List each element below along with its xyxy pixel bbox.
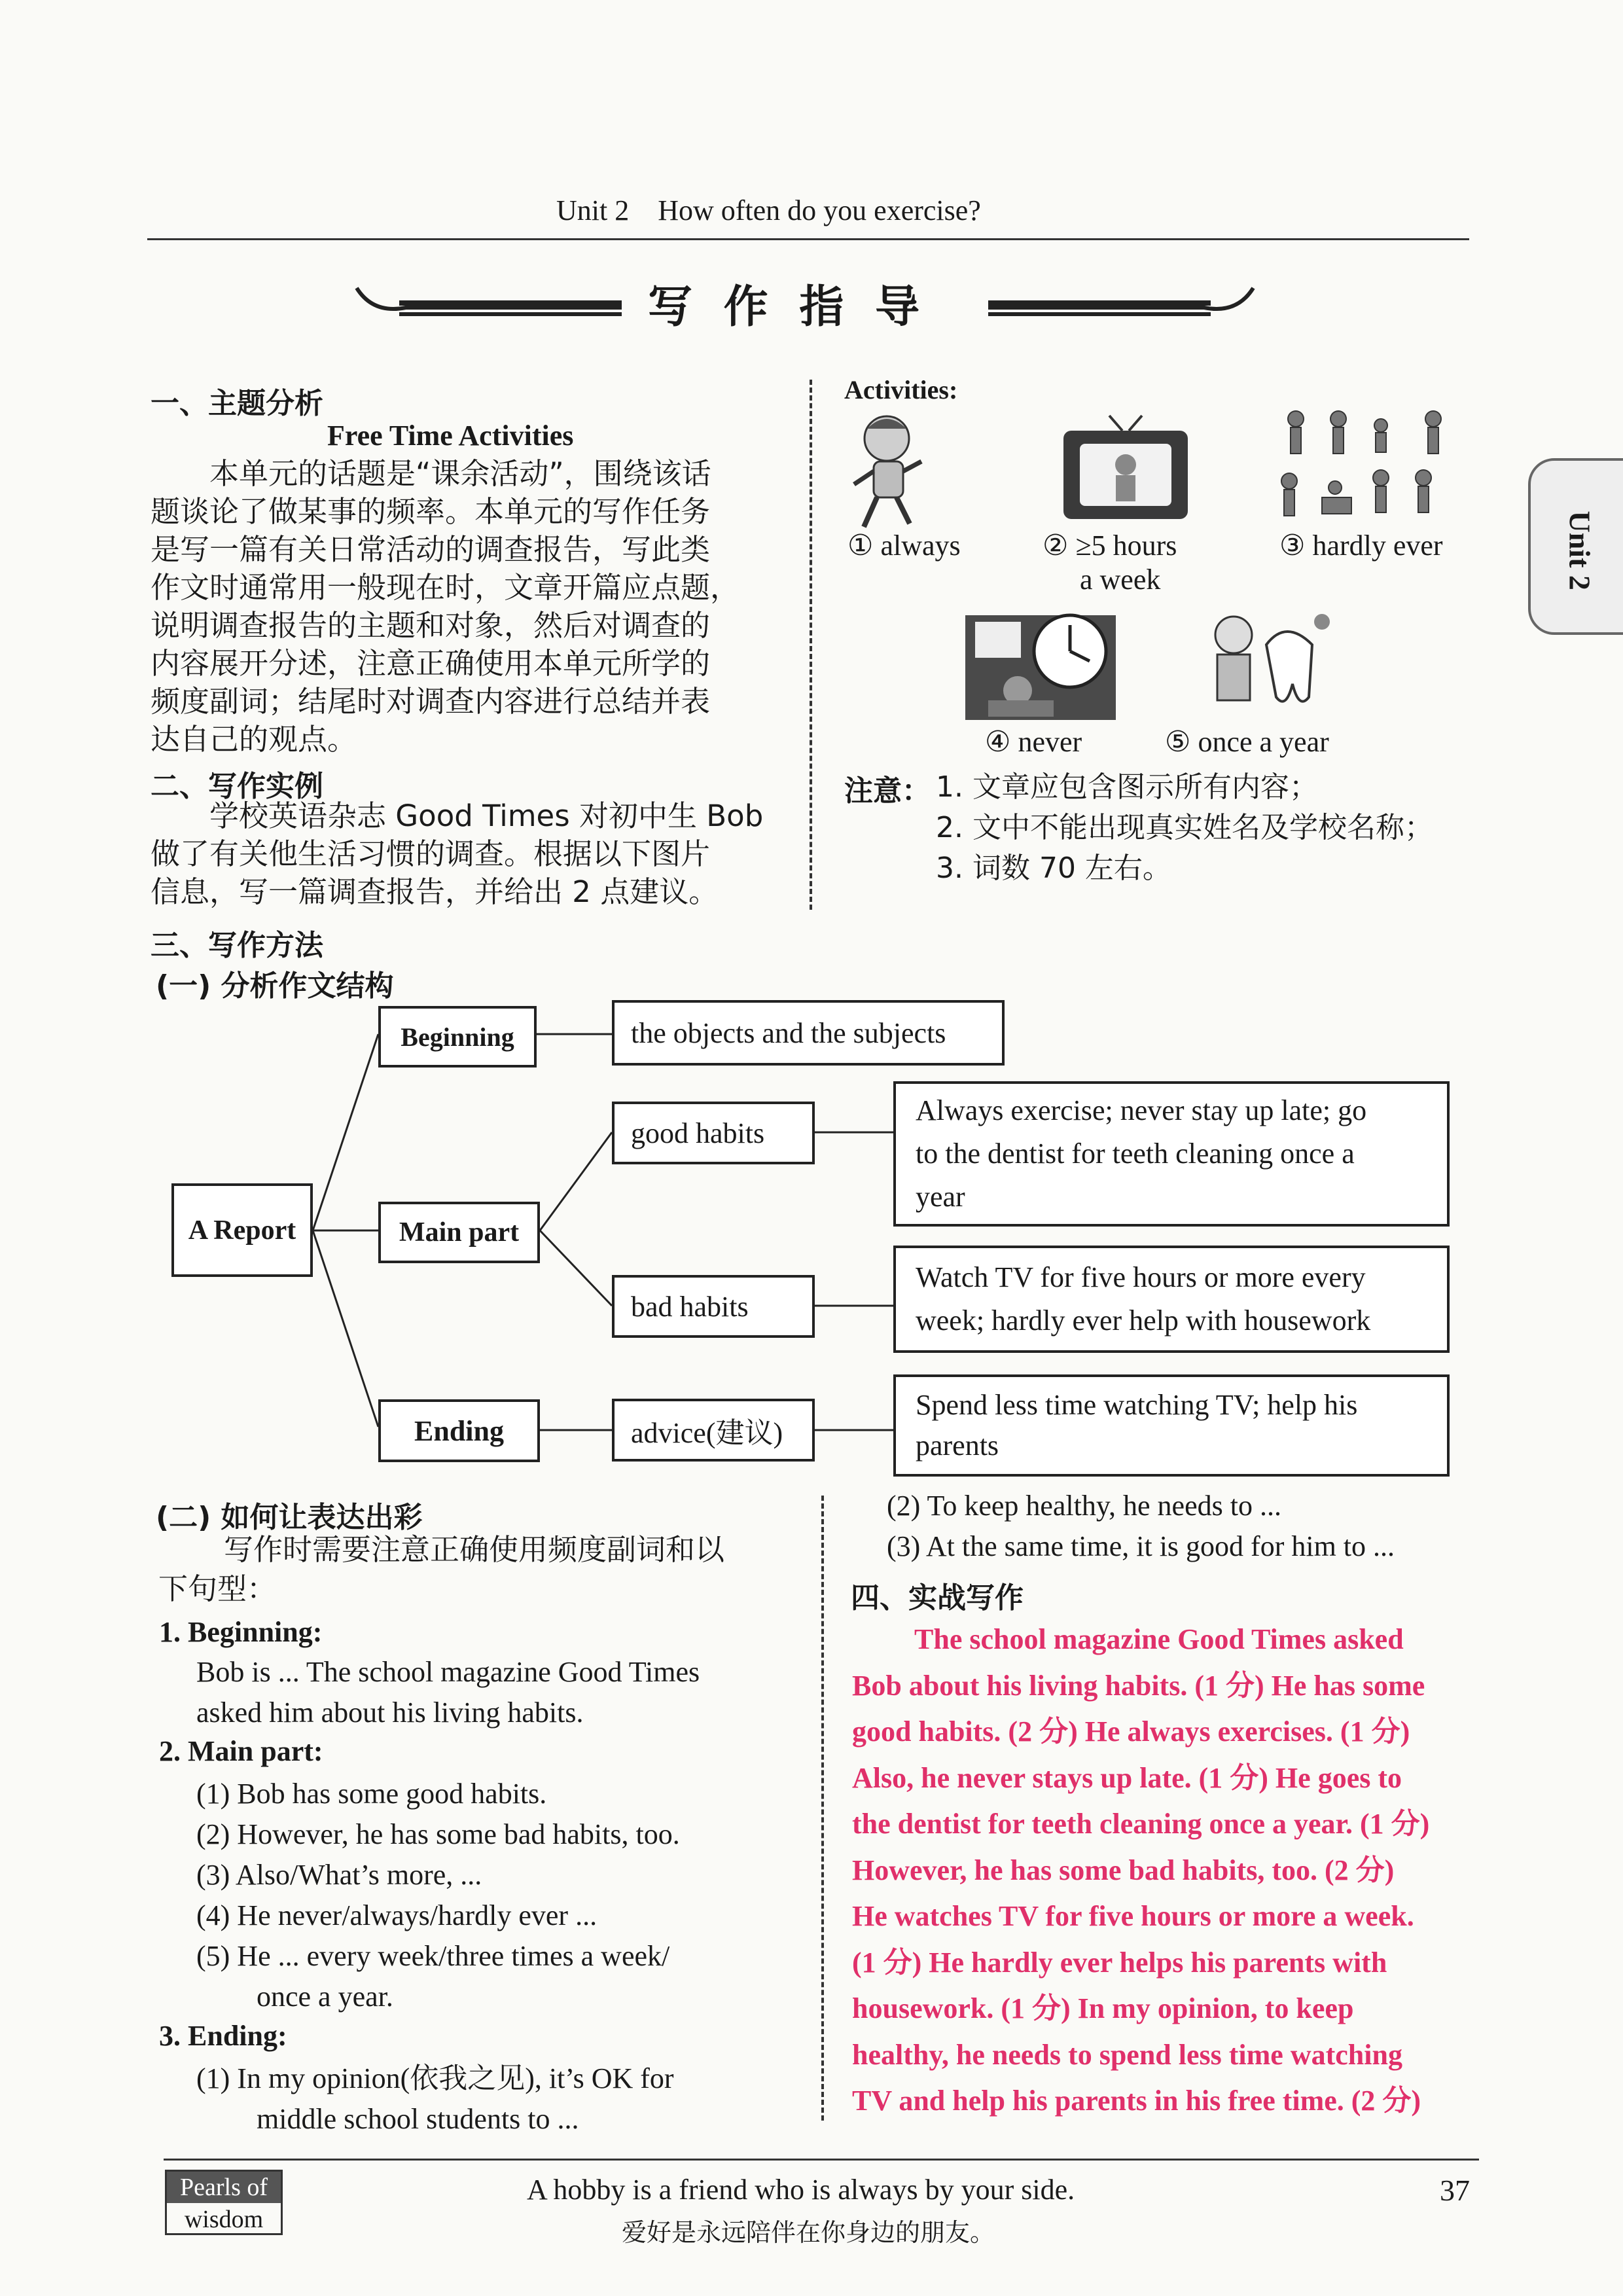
- part1-subtitle: Free Time Activities: [327, 420, 574, 452]
- model-essay: [852, 1617, 1472, 2125]
- pearls-badge-bottom: wisdom: [184, 2206, 264, 2233]
- list-item: middle school students to ...: [257, 2103, 579, 2135]
- main-part-label: 2. Main part:: [159, 1735, 323, 1767]
- diagram-bad-detail: [893, 1246, 1450, 1353]
- text-line: 写作时需要注意正确使用频度副词和以: [224, 1532, 725, 1567]
- detail-line: Spend less time watching TV; help his: [916, 1389, 1358, 1421]
- text-line: 内容展开分述，注意正确使用本单元所学的: [151, 646, 711, 681]
- part3-subheading-structure: (一) 分析作文结构: [156, 969, 394, 1003]
- diagram-beginning-node: Beginning: [378, 1006, 537, 1067]
- list-item: (2) However, he has some bad habits, too.: [196, 1818, 680, 1850]
- activity-tv-label-2: a week: [1080, 564, 1161, 596]
- essay-line: He watches TV for five hours or more a week.: [852, 1900, 1414, 1932]
- diagram-beginning-detail: the objects and the subjects: [612, 1000, 1005, 1066]
- section-title: 写 作 指 导: [648, 281, 928, 333]
- essay-line: the dentist for teeth cleaning once a year. (1 分): [852, 1808, 1430, 1840]
- diagram-main-node: Main part: [378, 1202, 540, 1263]
- ending-list-continued: [887, 1486, 1395, 1567]
- list-item: (4) He never/always/hardly ever ...: [196, 1899, 597, 1931]
- list-item: once a year.: [257, 1981, 393, 2013]
- list-item: (1) In my opinion(依我之见), it’s OK for: [196, 2062, 674, 2094]
- text-line: 达自己的观点。: [151, 722, 357, 757]
- text-line: 学校英语杂志 Good Times 对初中生 Bob: [209, 798, 764, 833]
- part1-heading: 一、主题分析: [151, 387, 323, 420]
- diagram-good-node: good habits: [612, 1102, 815, 1164]
- activities-label: Activities:: [844, 375, 958, 404]
- footer-quote-cn: 爱好是永远陪伴在你身边的朋友。: [622, 2218, 995, 2247]
- essay-line: TV and help his parents in his free time. (2 分): [852, 2085, 1421, 2117]
- detail-line: Always exercise; never stay up late; go: [916, 1094, 1367, 1126]
- activity-tv-label: ② ≥5 hours: [1043, 529, 1177, 562]
- text-line: 说明调查报告的主题和对象，然后对调查的: [151, 608, 711, 643]
- list-item: (5) He ... every week/three times a week/: [196, 1940, 670, 1972]
- part4-heading: 四、实战写作: [851, 1581, 1024, 1615]
- list-item: (3) Also/What’s more, ...: [196, 1859, 482, 1891]
- list-item: (3) At the same time, it is good for him to ...: [887, 1530, 1395, 1562]
- essay-line: (1 分) He hardly ever helps his parents with: [852, 1946, 1387, 1979]
- unit-side-tab-label: Unit 2: [1563, 511, 1597, 590]
- ending-list: [196, 2058, 674, 2140]
- part3b-intro: [158, 1530, 724, 1609]
- footer-quote-en: A hobby is a friend who is always by your side.: [527, 2174, 1075, 2206]
- text-line: 题谈论了做某事的频率。本单元的写作任务: [151, 494, 711, 529]
- text-line: 作文时通常用一般现在时，文章开篇应点题，: [151, 570, 740, 605]
- text-line: 下句型：: [158, 1571, 277, 1606]
- detail-line: week; hardly ever help with housework: [916, 1304, 1371, 1336]
- diagram-advice-node: advice(建议): [612, 1399, 815, 1462]
- note-item: 1. 文章应包含图示所有内容；: [936, 770, 1318, 804]
- diagram-ending-node: Ending: [378, 1399, 540, 1462]
- text-line: 做了有关他生活习惯的调查。根据以下图片: [151, 836, 711, 871]
- essay-line: However, he has some bad habits, too. (2 分): [852, 1854, 1395, 1886]
- essay-line: housework. (1 分) In my opinion, to keep: [852, 1992, 1354, 2024]
- diagram-good-detail: [893, 1081, 1450, 1227]
- essay-line: The school magazine Good Times asked: [914, 1623, 1404, 1655]
- essay-line: Also, he never stays up late. (1 分) He goes to: [852, 1761, 1402, 1794]
- essay-line: good habits. (2 分) He always exercises. (1 分): [852, 1715, 1410, 1748]
- detail-line: Watch TV for five hours or more every: [916, 1261, 1366, 1293]
- text-line: 本单元的话题是“课余活动”，围绕该话: [209, 456, 711, 491]
- pearls-badge-top: Pearls of: [167, 2172, 281, 2203]
- essay-line: healthy, he needs to spend less time watching: [852, 2038, 1402, 2071]
- text-line: asked him about his living habits.: [196, 1696, 584, 1729]
- beginning-text: [196, 1652, 700, 1733]
- text-line: 信息，写一篇调查报告，并给出 2 点建议。: [151, 874, 719, 909]
- essay-line: Bob about his living habits. (1 分) He has some: [852, 1669, 1425, 1702]
- part3-subheading-expression: (二) 如何让表达出彩: [156, 1501, 423, 1534]
- ending-label: 3. Ending:: [159, 2020, 287, 2052]
- page-number: 37: [1440, 2174, 1470, 2207]
- beginning-label: 1. Beginning:: [159, 1616, 323, 1648]
- note-item: 3. 词数 70 左右。: [936, 852, 1171, 885]
- diagram-bad-node: bad habits: [612, 1275, 815, 1338]
- detail-line: to the dentist for teeth cleaning once a: [916, 1138, 1355, 1170]
- list-item: (1) Bob has some good habits.: [196, 1778, 547, 1810]
- activity-dentist-label: ⑤ once a year: [1165, 726, 1329, 758]
- detail-line: year: [916, 1181, 965, 1213]
- list-item: (2) To keep healthy, he needs to ...: [887, 1490, 1281, 1522]
- pearls-badge: [165, 2170, 283, 2235]
- activity-never-label: ④ never: [985, 726, 1082, 758]
- activity-always-label: ① always: [847, 529, 961, 562]
- main-part-list: [196, 1774, 680, 2017]
- detail-line: parents: [916, 1429, 999, 1462]
- footer-rule: [164, 2159, 1479, 2161]
- running-header: Unit 2 How often do you exercise?: [556, 194, 981, 226]
- text-line: Bob is ... The school magazine Good Times: [196, 1656, 700, 1688]
- text-line: 频度副词；结尾时对调查内容进行总结并表: [151, 684, 711, 719]
- note-item: 2. 文中不能出现真实姓名及学校名称；: [936, 811, 1433, 844]
- part3-heading: 三、写作方法: [151, 929, 323, 962]
- notes-label: 注意：: [844, 774, 931, 808]
- activity-housework-label: ③ hardly ever: [1279, 529, 1443, 562]
- column-divider-bottom: [821, 1496, 824, 2121]
- diagram-advice-detail: [893, 1374, 1450, 1477]
- diagram-root-node: A Report: [171, 1183, 313, 1277]
- part2-heading: 二、写作实例: [151, 770, 323, 803]
- text-line: 是写一篇有关日常活动的调查报告，写此类: [151, 532, 711, 567]
